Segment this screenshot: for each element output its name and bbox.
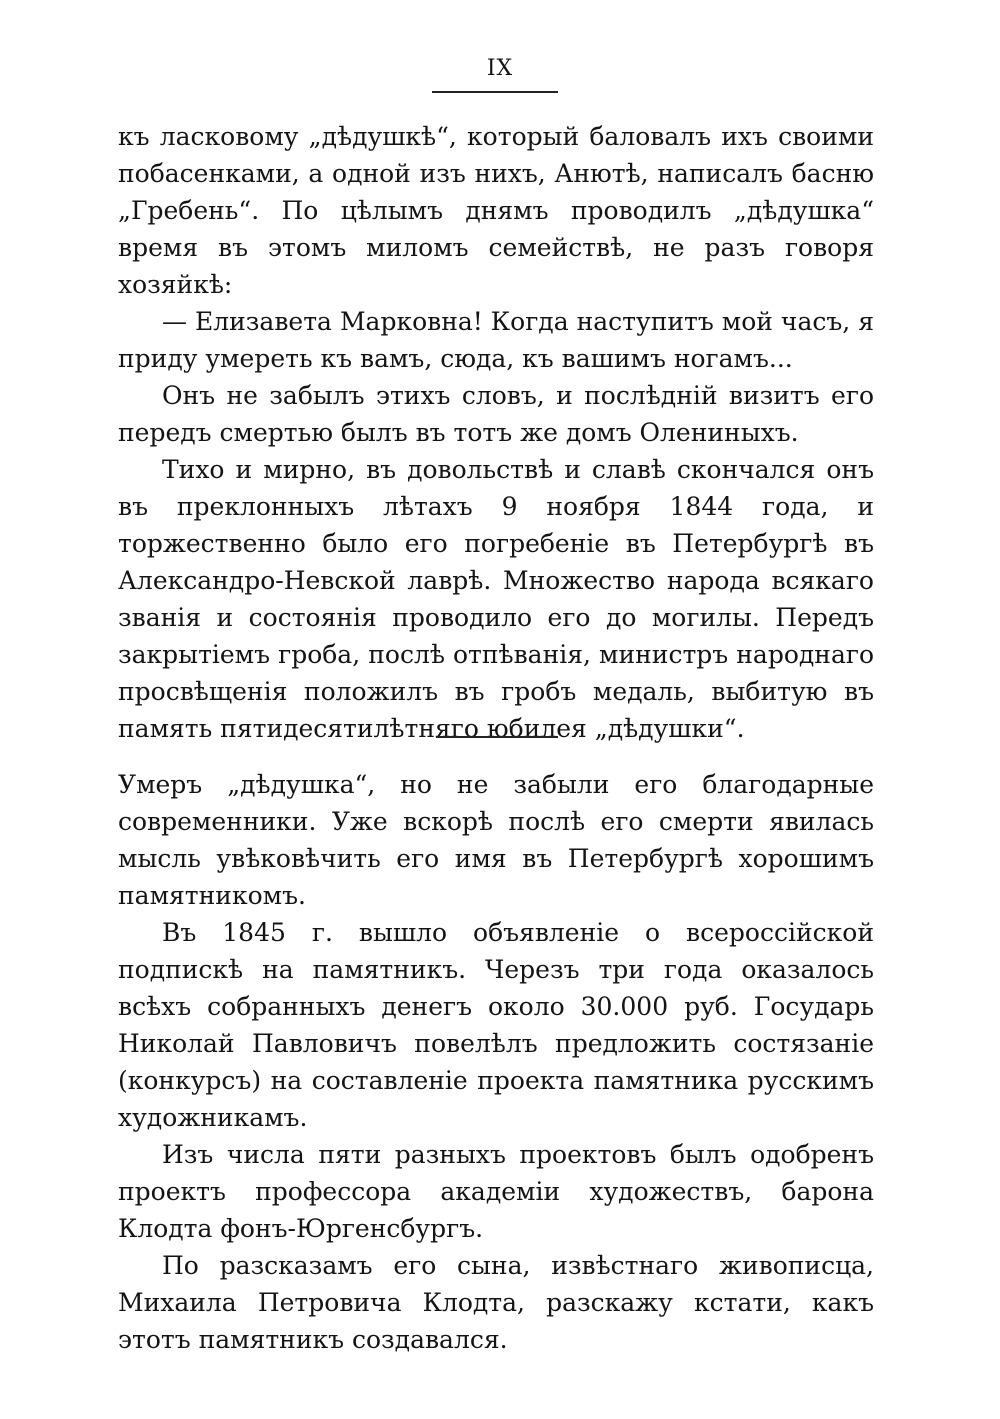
paragraph: Тихо и мирно, въ довольствѣ и славѣ скончался онъ въ преклонныхъ лѣтахъ 9 ноября 1844 года, и торжественно было его погребенiе въ Петербургѣ въ Александро-Невской лаврѣ. Множество народа всякаго званiя и состоянiя проводило его до могилы. Передъ закрытiемъ гроба, послѣ отпѣванiя, министръ народнаго просвѣщенiя положилъ въ гробъ медаль, выбитую въ память пятидесятилѣтняго юбилея „дѣдушки“.	[118, 455, 874, 743]
paragraph: Въ 1845 г. вышло объявленiе о всероссiйской подпискѣ на памятникъ. Черезъ три года оказалось всѣхъ собранныхъ денегъ около 30.000 руб. Государь Николай Павловичъ повелѣлъ предложить состязанiе (конкурсъ) на составленiе проекта памятника русскимъ художникамъ.	[118, 918, 874, 1132]
paragraph: По разсказамъ его сына, извѣстнаго живописца, Михаила Петровича Клодта, разскажу кстати, какъ этотъ памятникъ создавался.	[118, 1251, 874, 1354]
paragraph: Онъ не забылъ этихъ словъ, и послѣднiй визитъ его передъ смертью былъ въ тотъ же домъ Олениныхъ.	[118, 381, 874, 447]
paragraph: Изъ числа пяти разныхъ проектовъ былъ одобренъ проектъ профессора академiи художествъ, барона Клодта фонъ-Юргенсбургъ.	[118, 1140, 874, 1243]
text-block-top	[118, 118, 874, 747]
text-block-bottom	[118, 766, 874, 1358]
paragraph: къ ласковому „дѣдушкѣ“, который баловалъ ихъ своими побасенками, а одной изъ нихъ, Анютѣ, написалъ басню „Гребень“. По цѣлымъ днямъ проводилъ „дѣдушка“ время въ этомъ миломъ семействѣ, не разъ говоря хозяйкѣ:	[118, 122, 874, 299]
paragraph: — Елизавета Марковна! Когда наступитъ мой часъ, я приду умереть къ вамъ, сюда, къ вашимъ ногамъ...	[118, 307, 874, 373]
page-number-rule	[432, 91, 558, 93]
section-divider	[436, 736, 558, 738]
page-number: IX	[486, 56, 514, 81]
paragraph: Умеръ „дѣдушка“, но не забыли его благодарные современники. Уже вскорѣ послѣ его смерти явилась мысль увѣковѣчить его имя въ Петербургѣ хорошимъ памятникомъ.	[118, 770, 874, 910]
